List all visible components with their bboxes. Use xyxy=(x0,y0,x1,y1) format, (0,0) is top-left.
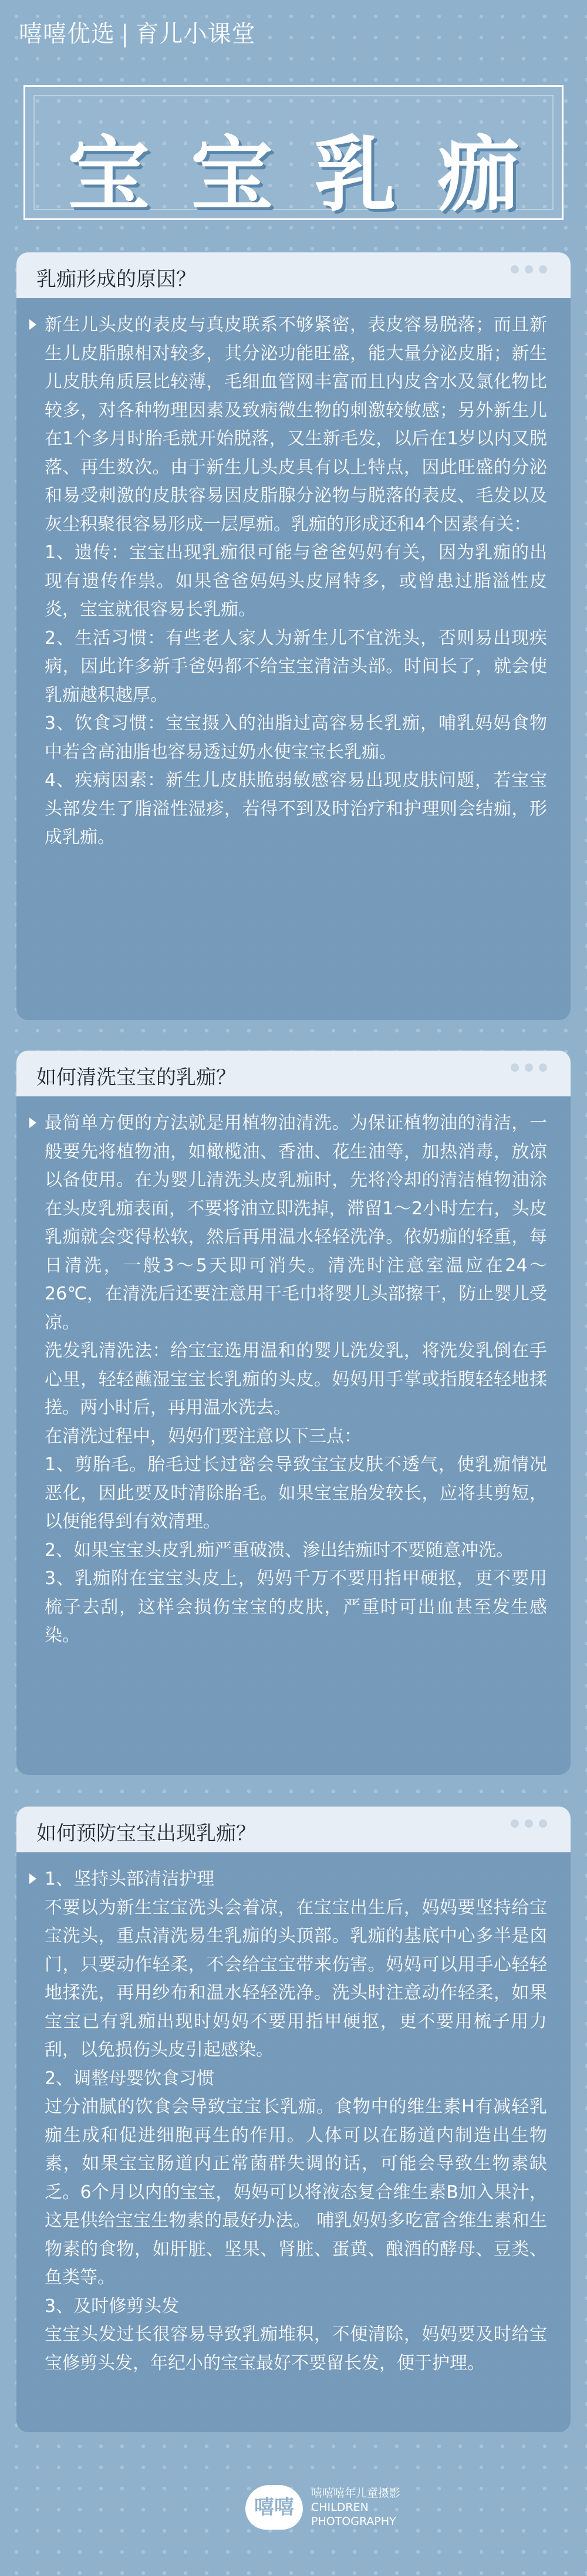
card-header xyxy=(16,1807,571,1852)
card-paragraph: 3、及时修剪头发 xyxy=(45,2295,180,2317)
card-paragraph: 2、调整母婴饮食习惯 xyxy=(45,2068,215,2089)
bullet-triangle-icon xyxy=(29,1873,36,1884)
card-paragraph: 最简单方便的方法就是用植物油清洗。为保证植物油的清洁，一般要先将植物油，如橄榄油、香油、花生油等，加热消毒，放凉以备使用。在为婴儿清洗头皮乳痂时，先将冷却的清洁植物油涂在头皮乳痂表面，不要将油立即洗掉，滞留1～2小时左右，头皮乳痂就会变得松软，然后再用温水轻轻洗净。依奶痂的轻重，每日清洗，一般3～5天即可消失。清洗时注意室温应在24～26℃，在清洗后还要注意用干毛巾将婴儿头部擦干，防止婴儿受凉。 xyxy=(45,1113,547,1333)
card-question: 乳痂形成的原因？ xyxy=(36,268,196,291)
studio-name-en1: CHILDREN xyxy=(311,2501,369,2514)
card-paragraph: 不要以为新生宝宝洗头会着凉，在宝宝出生后，妈妈要坚持给宝宝洗头，重点清洗易生乳痂的头顶部。乳痂的基底中心多半是囟门，只要动作轻柔，不会给宝宝带来伤害。妈妈可以用手心轻轻地揉洗，再用纱布和温水轻轻洗净。洗头时注意动作轻柔，如果宝宝已有乳痂出现时妈妈不要用指甲硬抠，更不要用梳子用力刮，以免损伤头皮引起感染。 xyxy=(45,1897,547,2060)
card-body xyxy=(16,1096,571,1668)
title-frame xyxy=(23,85,564,223)
studio-name-en2: PHOTOGRAPHY xyxy=(311,2515,396,2528)
card-paragraph: 新生儿头皮的表皮与真皮联系不够紧密，表皮容易脱落；而且新生儿皮脂腺相对较多，其分泌功能旺盛，能大量分泌皮脂；新生儿皮肤角质层比较薄，毛细血管网丰富而且内皮含水及氯化物比较多，对各种物理因素及致病微生物的刺激较敏感；另外新生儿在1个多月时胎毛就开始脱落，又生新毛发，以后在1岁以内又脱落、再生数次。由于新生儿头皮具有以上特点，因此旺盛的分泌和易受刺激的皮肤容易因皮脂腺分泌物与脱落的表皮、毛发以及灰尘积聚很容易形成一层厚痂。乳痂的形成还和4个因素有关： xyxy=(45,315,547,535)
brand-separator: | xyxy=(121,21,130,48)
bullet-triangle-icon xyxy=(29,319,36,330)
header-dots-icon xyxy=(511,1064,547,1072)
card-question: 如何预防宝宝出现乳痂？ xyxy=(36,1822,256,1845)
article-card-cleaning xyxy=(16,1051,571,1775)
card-header xyxy=(16,1051,571,1096)
card-body xyxy=(16,298,571,870)
card-paragraph: 4、疾病因素：新生儿皮肤脆弱敏感容易出现皮肤问题，若宝宝头部发生了脂溢性湿疹，若得不到及时治疗和护理则会结痂，形成乳痂。 xyxy=(45,770,547,848)
studio-name xyxy=(311,2486,400,2528)
card-paragraph: 过分油腻的饮食会导致宝宝长乳痂。食物中的维生素H有减轻乳痂生成和促进细胞再生的作用。人体可以在肠道内制造出生物素，如果宝宝肠道内正常菌群失调的话，可能会导致生物素缺乏。6个月以内的宝宝，妈妈可以将液态复合维生素B加入果汁，这是供给宝宝生物素的最好办法。 哺乳妈妈多吃富含维生素和生物素的食物，如肝脏、坚果、肾脏、蛋黄、酿酒的酵母、豆类、鱼类等。 xyxy=(45,2096,547,2288)
card-paragraph: 1、坚持头部清洁护理 xyxy=(45,1869,215,1889)
card-paragraph: 2、生活习惯：有些老人家人为新生儿不宜洗头，否则易出现疾病，因此许多新手爸妈都不给宝宝清洁头部。时间长了，就会使乳痂越积越厚。 xyxy=(45,627,547,705)
card-paragraph: 2、如果宝宝头皮乳痂严重破溃、渗出结痂时不要随意冲洗。 xyxy=(45,1539,514,1561)
card-header xyxy=(16,252,571,298)
section-name: 育儿小课堂 xyxy=(135,21,256,48)
card-body xyxy=(16,1852,571,2395)
card-paragraph: 在清洗过程中，妈妈们要注意以下三点： xyxy=(45,1426,362,1447)
card-paragraph: 1、遗传：宝宝出现乳痂很可能与爸爸妈妈有关，因为乳痂的出现有遗传作祟。如果爸爸妈妈头皮屑特多，或曾患过脂溢性皮炎，宝宝就很容易长乳痂。 xyxy=(45,542,547,620)
article-card-prevention xyxy=(16,1807,571,2432)
card-paragraph: 3、乳痂附在宝宝头皮上，妈妈千万不要用指甲硬抠，更不要用梳子去刮，这样会损伤宝宝的皮肤，严重时可出血甚至发生感染。 xyxy=(45,1568,547,1646)
header-dots-icon xyxy=(511,1819,547,1828)
brand-logo: 嘻嘻 xyxy=(245,2485,303,2530)
header-dots-icon xyxy=(511,265,547,274)
card-question: 如何清洗宝宝的乳痂？ xyxy=(36,1066,236,1089)
bullet-triangle-icon xyxy=(29,1117,36,1128)
card-paragraph: 1、剪胎毛。胎毛过长过密会导致宝宝皮肤不透气，使乳痂情况恶化，因此要及时清除胎毛。如果宝宝胎发较长，应将其剪短，以便能得到有效清理。 xyxy=(45,1454,547,1532)
card-paragraph: 洗发乳清洗法：给宝宝选用温和的婴儿洗发乳，将洗发乳倒在手心里，轻轻蘸湿宝宝长乳痂的头皮。妈妈用手掌或指腹轻轻地揉搓。两小时后，再用温水洗去。 xyxy=(45,1341,547,1418)
card-paragraph: 宝宝头发过长很容易导致乳痂堆积，不便清除，妈妈要及时给宝宝修剪头发，年纪小的宝宝最好不要留长发，便于护理。 xyxy=(45,2324,547,2374)
footer xyxy=(0,2474,587,2539)
top-bar xyxy=(19,15,255,49)
card-paragraph: 3、饮食习惯：宝宝摄入的油脂过高容易长乳痂，哺乳妈妈食物中若含高油脂也容易透过奶水使宝宝长乳痂。 xyxy=(45,713,547,762)
brand-name: 嘻嘻优选 xyxy=(19,21,115,48)
page-title: 宝宝乳痂 xyxy=(67,127,561,223)
article-card-causes xyxy=(16,252,571,1020)
studio-name-cn: 嘻嘻嘻年儿童摄影 xyxy=(311,2487,401,2500)
